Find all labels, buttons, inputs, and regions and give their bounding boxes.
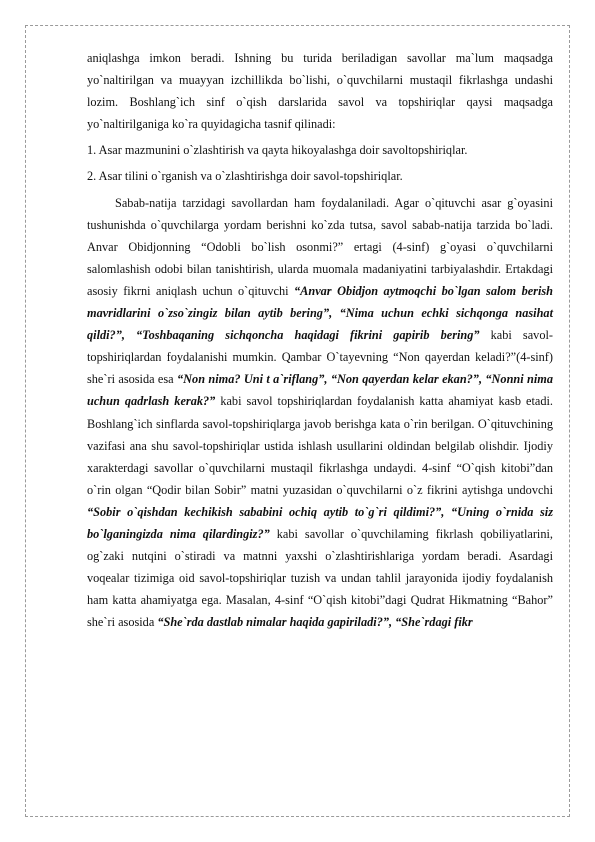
paragraph-intro: aniqlashga imkon beradi. Ishning bu turida beriladigan savollar ma`lum maqsadga yo`naltirilgan va muayyan izchillikda bo`lishi, o`quvchilarni mustaqil fikrlashga undashi lozim. Boshlang`ich sinf o`qish darslarida savol va topshiriqlar qaysi maqsadga yo`naltirilganiga ko`ra quyidagicha tasnif qilinadi: xyxy=(87,51,553,132)
list-item-1: 1. Asar mazmunini o`zlashtirish va qayta hikoyalashga doir savoltopshiriqlar. xyxy=(87,143,468,158)
text-segment: Sabab-natija tarzidagi savollardan ham foydalaniladi. Agar o`qituvchi asar g`oyasini tushunishda o`quvchilarga yordam berishni ko`zda tutsa, savol sabab-natija tarzida bo`ladi. Anvar Obidjonning “Odobli bo`lish osonmi?” ertagi (4-sinf) g`oyasi o`quvchilarni salomlashish odobi bilan tanishtirish, ularda muomala madaniyatini tarbiyalashdir. Ertakdagi asosiy fikrni aniqlash uchun o`qituvchi xyxy=(87,195,553,298)
text-segment: kabi savol topshiriqlardan foydalanish katta ahamiyat kasb etadi. Boshlang`ich sinflarda savol-topshiriqlarga javob berishga kata o`rin berilgan. O`qituvchining vazifasi ana shu savol-topshiriqlar ustida ishlash usullarini oldindan belgilab olishdir. Ijodiy xarakterdagi savollar o`quvchilarni mustaqil fikrlashga undaydi. 4-sinf “O`qish kitobi”dan o`rin olgan “Qodir bilan Sobir” matni yuzasidan o`quvchilarni o`z fikrini aytishga undovchi xyxy=(87,394,553,497)
emphasized-questions: “She`rda dastlab nimalar haqida gapiriladi?”, “She`rdagi fikr xyxy=(157,615,473,630)
emphasized-questions: “Sobir o`qishdan kechikish sababini ochiq aytib to`g`ri qildimi?”, “Uning o`rnida siz bo`lganingizda nima qilardingiz?” xyxy=(87,504,553,541)
document-body xyxy=(87,47,553,633)
emphasized-questions: “Anvar Obidjon aytmoqchi bo`lgan salom berish mavridlarini o`zso`zingiz bilan aytib bering”, “Nima uchun echki sichqonga nasihat qildi?”, “Toshbaqaning sichqoncha haqidagi fikrini gapirib bering” xyxy=(87,283,553,343)
list-item-2: 2. Asar tilini o`rganish va o`zlashtirishga doir savol-topshiriqlar. xyxy=(87,169,403,184)
text-segment: kabi savol-topshiriqlardan foydalanishi mumkin. Qambar O`tayevning “Non qayerdan keladi?”(4-sinf) she`ri asosida esa xyxy=(87,328,553,387)
text-segment: kabi savollar o`quvchilaming fikrlash qobiliyatlarini, og`zaki nutqini o`stiradi va matnni yaxshi o`zlashtirishlariga yordam beradi. Asardagi voqealar tizimiga oid savol-topshiriqlar tuzish va undan tahlil jarayonida ijodiy foydalanish ham katta ahamiyatga ega. Masalan, 4-sinf “O`qish kitobi”dagi Qudrat Hikmatning “Bahor” she`ri asosida xyxy=(87,526,553,630)
emphasized-questions: “Non nima? Uni t a`riflang”, “Non qayerdan kelar ekan?”, “Nonni nima uchun qadrlash kerak?” xyxy=(87,372,554,409)
paragraph-main xyxy=(87,192,553,634)
